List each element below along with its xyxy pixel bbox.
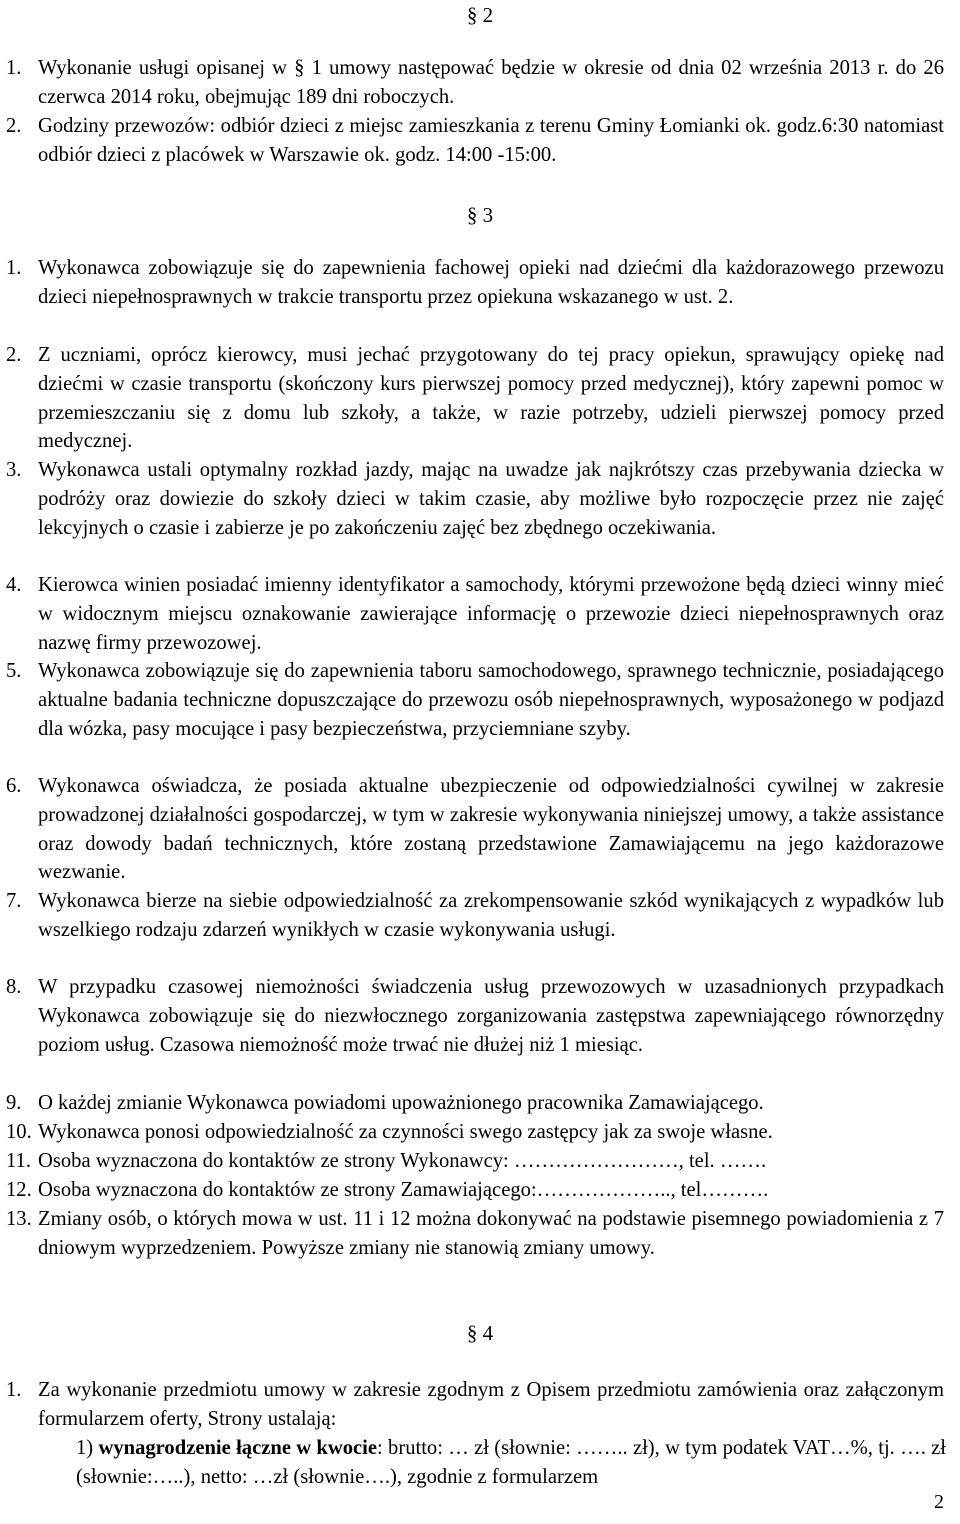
item-number: 1. [6, 1379, 22, 1401]
item-number: 3. [6, 459, 22, 481]
section-heading-4: § 4 [466, 1321, 494, 1345]
item-number: 1. [6, 257, 22, 279]
list-item [6, 1118, 944, 1147]
item-number: 2. [6, 344, 22, 366]
item-text: Za wykonanie przedmiotu umowy w zakresie zgodnym z Opisem przedmiotu zamówienia oraz załączonym formularzem oferty, Strony ustalają: [38, 1379, 944, 1430]
item-number: 1. [6, 57, 22, 79]
item-number: 12. [6, 1179, 32, 1201]
item-text: Z uczniami, oprócz kierowcy, musi jechać przygotowany do tej pracy opiekun, sprawujący opiekę nad dziećmi w czasie transportu (skończony kurs pierwszej pomocy przed medycznej), który zapewni pomoc w przemieszczaniu się z domu lub szkoły, a także, w razie potrzeby, udzieli pierwszej pomocy przed medycznej. [38, 344, 944, 453]
list-item [6, 772, 944, 887]
list-item [6, 254, 944, 312]
sub-item [76, 1434, 946, 1492]
section-heading-3: § 3 [466, 203, 494, 227]
item-number: 6. [6, 775, 22, 797]
sub-item-text: : brutto: … zł (słownie: …….. zł), w tym podatek VAT…%, tj. …. zł (słownie:…..), netto: …zł (słownie….), zgodnie z formularzem [76, 1437, 946, 1488]
item-text: Wykonawca oświadcza, że posiada aktualne ubezpieczenie od odpowiedzialności cywilnej w zakresie prowadzonej działalności gospodarczej, w tym w zakresie wykonywania niniejszej umowy, a także assistance oraz dowody badań technicznych, które zostaną przedstawione Zamawiającemu na jego każdorazowe wezwanie. [38, 775, 944, 884]
list-item [6, 1376, 944, 1434]
item-number: 4. [6, 574, 22, 596]
item-text: Zmiany osób, o których mowa w ust. 11 i 12 można dokonywać na podstawie pisemnego powiadomienia z 7 dniowym wyprzedzeniem. Powyższe zmiany nie stanowią zmiany umowy. [38, 1208, 944, 1259]
item-text: Wykonawca zobowiązuje się do zapewnienia taboru samochodowego, sprawnego technicznie, posiadającego aktualne badania techniczne dopuszczające do przewozu osób niepełnosprawnych, wyposażonego w podjazd dla wózka, pasy mocujące i pasy bezpieczeństwa, przyciemniane szyby. [38, 660, 944, 740]
item-text: Wykonawca ponosi odpowiedzialność za czynności swego zastępcy jak za swoje własne. [38, 1121, 773, 1143]
list-item [6, 1089, 944, 1118]
list-item [6, 571, 944, 657]
sub-item-bold: wynagrodzenie łączne w kwocie [98, 1437, 378, 1459]
list-item [6, 341, 944, 456]
item-text: Osoba wyznaczona do kontaktów ze strony Zamawiającego:……………….., tel………. [38, 1179, 769, 1201]
item-text: Godziny przewozów: odbiór dzieci z miejsc zamieszkania z terenu Gminy Łomianki ok. godz.6:30 natomiast odbiór dzieci z placówek w Warszawie ok. godz. 14:00 -15:00. [38, 115, 944, 166]
item-text: O każdej zmianie Wykonawca powiadomi upoważnionego pracownika Zamawiającego. [38, 1092, 764, 1114]
list-item [6, 657, 944, 743]
list-item [6, 887, 944, 945]
item-text: Wykonawca bierze na siebie odpowiedzialność za zrekompensowanie szkód wynikających z wypadków lub wszelkiego rodzaju zdarzeń wynikłych w czasie wykonywania usługi. [38, 890, 944, 941]
item-number: 11. [6, 1150, 31, 1172]
sub-item-label: 1) [76, 1437, 94, 1459]
item-number: 9. [6, 1092, 22, 1114]
item-number: 5. [6, 660, 22, 682]
page-number: 2 [934, 1491, 944, 1513]
list-item [6, 1205, 944, 1263]
list-item [6, 456, 944, 542]
item-text: Kierowca winien posiadać imienny identyfikator a samochody, którymi przewożone będą dzieci winny mieć w widocznym miejscu oznakowanie zawierające informację o przewozie dzieci niepełnosprawnych oraz nazwę firmy przewozowej. [38, 574, 944, 654]
item-number: 7. [6, 890, 22, 912]
list-item [6, 112, 944, 170]
item-number: 13. [6, 1208, 32, 1230]
item-text: W przypadku czasowej niemożności świadczenia usług przewozowych w uzasadnionych przypadkach Wykonawca zobowiązuje się do niezwłocznego zorganizowania zastępstwa zapewniającego równorzędny poziom usług. Czasowa niemożność może trwać nie dłużej niż 1 miesiąc. [38, 976, 944, 1056]
item-number: 2. [6, 115, 22, 137]
item-number: 10. [6, 1121, 32, 1143]
item-number: 8. [6, 976, 22, 998]
item-text: Wykonawca ustali optymalny rozkład jazdy, mając na uwadze jak najkrótszy czas przebywania dziecka w podróży oraz dowiezie do szkoły dzieci w takim czasie, aby możliwe było rozpoczęcie przez nie zajęć lekcyjnych o czasie i zabierze je po zakończeniu zajęć bez zbędnego oczekiwania. [38, 459, 944, 539]
section-heading-2: § 2 [466, 3, 494, 27]
list-item [6, 1176, 944, 1205]
item-text: Wykonawca zobowiązuje się do zapewnienia fachowej opieki nad dziećmi dla każdorazowego przewozu dzieci niepełnosprawnych w trakcie transportu przez opiekuna wskazanego w ust. 2. [38, 257, 944, 308]
list-item [6, 973, 944, 1059]
list-item [6, 1147, 944, 1176]
item-text: Wykonanie usługi opisanej w § 1 umowy następować będzie w okresie od dnia 02 września 2013 r. do 26 czerwca 2014 roku, obejmując 189 dni roboczych. [38, 57, 944, 108]
list-item [6, 54, 944, 112]
item-text: Osoba wyznaczona do kontaktów ze strony Wykonawcy: ……………………, tel. ……. [38, 1150, 767, 1172]
